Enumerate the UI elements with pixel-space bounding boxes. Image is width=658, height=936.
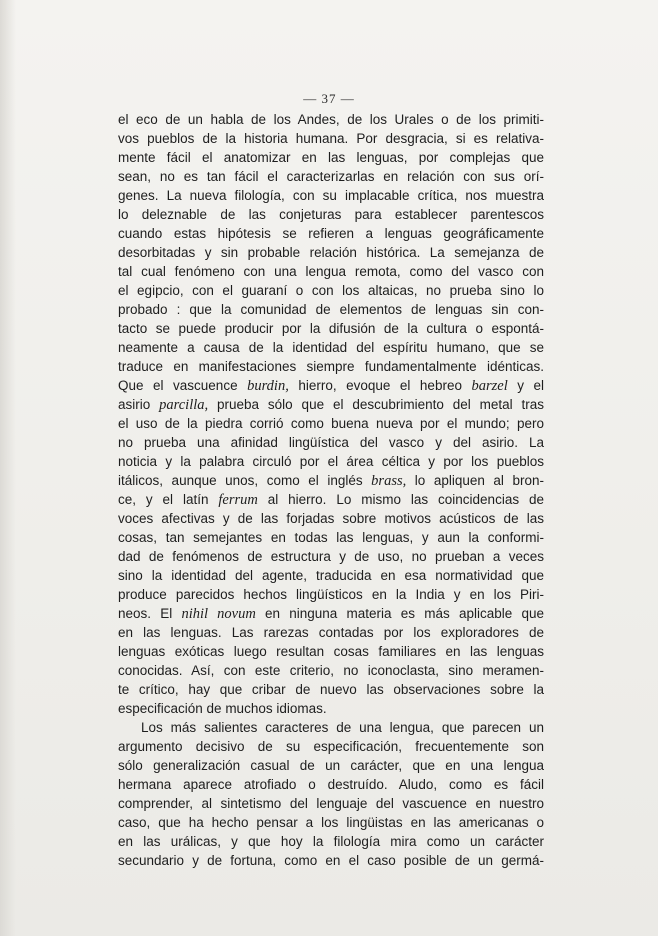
text-line bbox=[118, 319, 544, 338]
text-segment: genes. La nueva filología, con su implacable crítica, nos muestra bbox=[118, 188, 544, 203]
text-segment: traduce en manifestaciones siempre fundamentalmente idénticas. bbox=[118, 359, 544, 374]
text-segment: Que el vascuence bbox=[118, 378, 248, 393]
text-line bbox=[118, 528, 544, 547]
text-line bbox=[118, 737, 544, 756]
text-segment: hermana aparece atrofiado o destruído. Aludo, como es fácil bbox=[118, 777, 544, 792]
text-line bbox=[118, 699, 544, 718]
text-line bbox=[118, 186, 544, 205]
text-line bbox=[118, 832, 544, 851]
text-segment: el egipcio, con el guaraní o con los altaicas, no prueba sino lo bbox=[118, 283, 544, 298]
text-segment: cosas, tan semejantes en todas las lenguas, y aun la conformi- bbox=[118, 530, 544, 545]
text-line bbox=[118, 224, 544, 243]
text-line bbox=[118, 357, 544, 376]
text-segment: neamente a causa de la identidad del espíritu humano, que se bbox=[118, 340, 544, 355]
text-segment: te crítico, hay que cribar de nuevo las observaciones sobre la bbox=[118, 682, 544, 697]
italic-term: barzel bbox=[471, 378, 508, 394]
text-segment: mente fácil el anatomizar en las lenguas, por complejas que bbox=[118, 150, 544, 165]
italic-term: brass, bbox=[371, 473, 407, 489]
text-segment: desorbitadas y sin probable relación histórica. La semejanza de bbox=[118, 245, 544, 260]
text-line bbox=[118, 471, 544, 490]
text-segment: dad de fenómenos de estructura y de uso, no prueban a veces bbox=[118, 549, 544, 564]
text-segment: neos. El bbox=[118, 606, 182, 621]
text-segment: noticia y la palabra circuló por el área céltica y por los pueblos bbox=[118, 454, 544, 469]
text-segment: vos pueblos de la historia humana. Por desgracia, si es relativa- bbox=[118, 131, 544, 146]
text-segment: secundario y de fortuna, como en el caso posible de un germá- bbox=[118, 853, 544, 868]
text-line bbox=[118, 547, 544, 566]
text-line bbox=[118, 851, 544, 870]
text-segment: y el bbox=[507, 378, 544, 393]
text-segment: probado : que la comunidad de elementos de lenguas sin con- bbox=[118, 302, 544, 317]
text-line bbox=[118, 110, 544, 129]
text-segment: hierro, evoque el hebreo bbox=[288, 378, 472, 393]
text-segment: el uso de la piedra corrió como buena nueva por el mundo; pero bbox=[118, 416, 544, 431]
text-line bbox=[118, 129, 544, 148]
italic-term: parcilla, bbox=[159, 397, 209, 413]
text-segment: lenguas exóticas luego resultan cosas familiares en las lenguas bbox=[118, 644, 544, 659]
text-line bbox=[118, 490, 544, 509]
text-segment: caso, que ha hecho pensar a los lingüistas en las americanas o bbox=[118, 815, 544, 830]
text-line bbox=[118, 642, 544, 661]
text-segment: no prueba una afinidad lingüística del vasco y del asirio. La bbox=[118, 435, 544, 450]
text-segment: en las urálicas, y que hoy la filología mira como un carácter bbox=[118, 834, 544, 849]
text-segment: conocidas. Así, con este criterio, no iconoclasta, sino meramen- bbox=[118, 663, 544, 678]
text-segment: al hierro. Lo mismo las coincidencias de bbox=[257, 492, 544, 507]
text-segment: lo deleznable de las conjeturas para establecer parentescos bbox=[118, 207, 544, 222]
text-segment: en ninguna materia es más aplicable que bbox=[255, 606, 544, 621]
italic-term: burdin, bbox=[247, 378, 289, 394]
text-line bbox=[118, 300, 544, 319]
paragraph bbox=[118, 110, 544, 718]
text-segment: cuando estas hipótesis se refieren a lenguas geográficamente bbox=[118, 226, 544, 241]
text-line bbox=[118, 167, 544, 186]
text-line bbox=[118, 661, 544, 680]
text-segment: produce parecidos hechos lingüísticos en la India y en los Piri- bbox=[118, 587, 544, 602]
text-line bbox=[118, 376, 544, 395]
text-line bbox=[118, 813, 544, 832]
text-line bbox=[118, 509, 544, 528]
text-line bbox=[118, 395, 544, 414]
italic-term: ferrum bbox=[218, 492, 258, 508]
text-line bbox=[118, 433, 544, 452]
paragraph bbox=[118, 718, 544, 870]
text-line bbox=[118, 148, 544, 167]
text-line bbox=[118, 338, 544, 357]
text-segment: lo apliquen al bron- bbox=[406, 473, 544, 488]
text-line bbox=[118, 585, 544, 604]
text-line bbox=[118, 262, 544, 281]
text-segment: tal cual fenómeno con una lengua remota, como del vasco con bbox=[118, 264, 544, 279]
text-segment: especificación de muchos idiomas. bbox=[118, 701, 327, 716]
text-segment: comprender, al sintetismo del lenguaje del vascuence en nuestro bbox=[118, 796, 544, 811]
text-segment: en las lenguas. Las rarezas contadas por los exploradores de bbox=[118, 625, 544, 640]
text-segment: el eco de un habla de los Andes, de los Urales o de los primiti- bbox=[118, 112, 544, 127]
text-line bbox=[118, 205, 544, 224]
italic-term: nihil novum bbox=[181, 606, 256, 622]
text-line bbox=[118, 452, 544, 471]
text-line bbox=[118, 604, 544, 623]
text-segment: ce, y el latín bbox=[118, 492, 219, 507]
text-line bbox=[118, 414, 544, 433]
text-segment: Los más salientes caracteres de una lengua, que parecen un bbox=[141, 720, 544, 735]
text-segment: sino la identidad del agente, traducida en esa normatividad que bbox=[118, 568, 544, 583]
text-line bbox=[118, 623, 544, 642]
body-text bbox=[118, 110, 544, 870]
page-number: — 37 — bbox=[303, 91, 355, 106]
text-segment: sólo generalización casual de un carácter, que en una lengua bbox=[118, 758, 544, 773]
text-line bbox=[118, 281, 544, 300]
text-line bbox=[118, 794, 544, 813]
text-segment: asirio bbox=[118, 397, 160, 412]
text-line bbox=[118, 243, 544, 262]
text-segment: prueba sólo que el descubrimiento del metal tras bbox=[208, 397, 545, 412]
text-segment: itálicos, aunque unos, como el inglés bbox=[118, 473, 372, 488]
text-line bbox=[118, 775, 544, 794]
text-segment: voces afectivas y de las forjadas sobre motivos acústicos de las bbox=[118, 511, 544, 526]
text-segment: tacto se puede producir por la difusión de la cultura o espontá- bbox=[118, 321, 544, 336]
text-segment: sean, no es tan fácil el caracterizarlas en relación con sus orí- bbox=[118, 169, 544, 184]
text-line bbox=[118, 718, 544, 737]
text-line bbox=[118, 680, 544, 699]
text-segment: argumento decisivo de su especificación, frecuentemente son bbox=[118, 739, 544, 754]
text-line bbox=[118, 566, 544, 585]
text-line bbox=[118, 756, 544, 775]
